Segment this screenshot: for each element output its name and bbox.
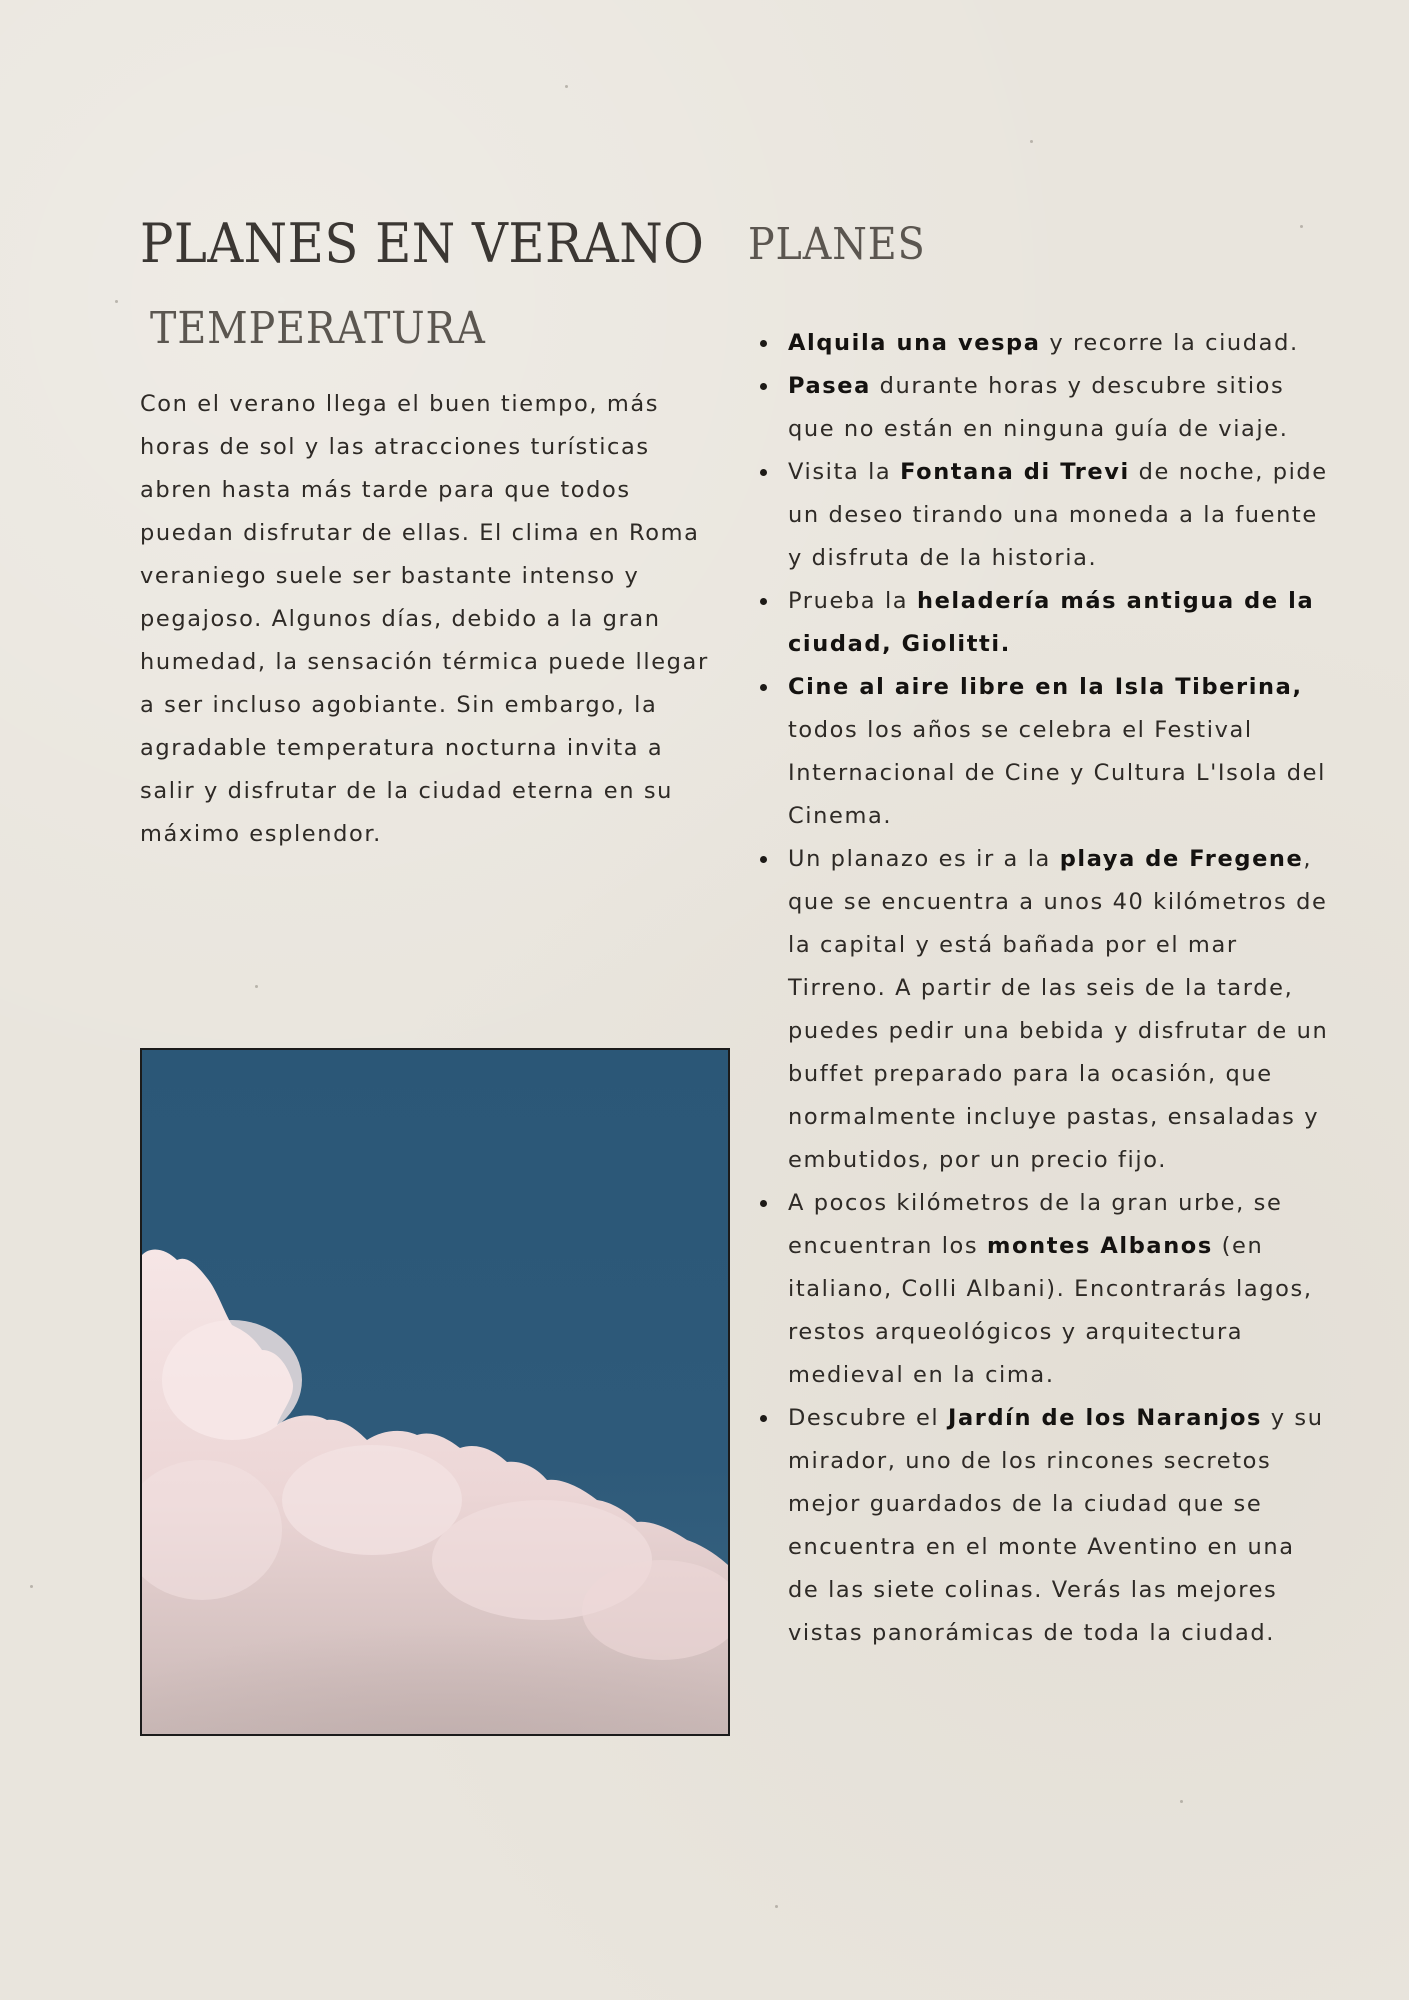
- page-title: PLANES EN VERANO: [140, 212, 705, 275]
- paper-speck: [1030, 140, 1033, 143]
- section-title-planes: PLANES: [748, 219, 926, 270]
- paper-speck: [1300, 225, 1303, 228]
- plans-list: [754, 322, 1334, 1655]
- list-item: Un planazo es ir a la playa de Fregene, que se encuentra a unos 40 kilómetros de la capital y está bañada por el mar Tirreno. A partir de las seis de la tarde, puedes pedir una bebida y disfrutar de un buffet preparado para la ocasión, que normalmente incluye pastas, ensaladas y embutidos, por un precio fijo.: [754, 838, 1334, 1182]
- paper-speck: [115, 300, 118, 303]
- sky-clouds-photo: [140, 1048, 730, 1736]
- list-item: Alquila una vespa y recorre la ciudad.: [754, 322, 1334, 365]
- paper-speck: [775, 1905, 778, 1908]
- temperature-paragraph: Con el verano llega el buen tiempo, más horas de sol y las atracciones turísticas abren hasta más tarde para que todos puedan disfrutar de ellas. El clima en Roma veraniego suele ser bastante intenso y pegajoso. Algunos días, debido a la gran humedad, la sensación térmica puede llegar a ser incluso agobiante. Sin embargo, la agradable temperatura nocturna invita a salir y disfrutar de la ciudad eterna en su máximo esplendor.: [140, 391, 709, 847]
- list-item: A pocos kilómetros de la gran urbe, se encuentran los montes Albanos (en italiano, Colli Albani). Encontrarás lagos, restos arqueológicos y arquitectura medieval en la cima.: [754, 1182, 1334, 1397]
- list-item: Pasea durante horas y descubre sitios que no están en ninguna guía de viaje.: [754, 365, 1334, 451]
- paper-speck: [1180, 1800, 1183, 1803]
- section-title-temperatura: TEMPERATURA: [150, 303, 486, 354]
- paper-speck: [565, 85, 568, 88]
- list-item: Cine al aire libre en la Isla Tiberina, todos los años se celebra el Festival Internacional de Cine y Cultura L'Isola del Cinema.: [754, 666, 1334, 838]
- list-item: Visita la Fontana di Trevi de noche, pide un deseo tirando una moneda a la fuente y disfruta de la historia.: [754, 451, 1334, 580]
- list-item: Descubre el Jardín de los Naranjos y su mirador, uno de los rincones secretos mejor guardados de la ciudad que se encuentra en el monte Aventino en una de las siete colinas. Verás las mejores vistas panorámicas de toda la ciudad.: [754, 1397, 1334, 1655]
- paper-speck: [30, 1585, 33, 1588]
- list-item: Prueba la heladería más antigua de la ciudad, Giolitti.: [754, 580, 1334, 666]
- paper-speck: [255, 985, 258, 988]
